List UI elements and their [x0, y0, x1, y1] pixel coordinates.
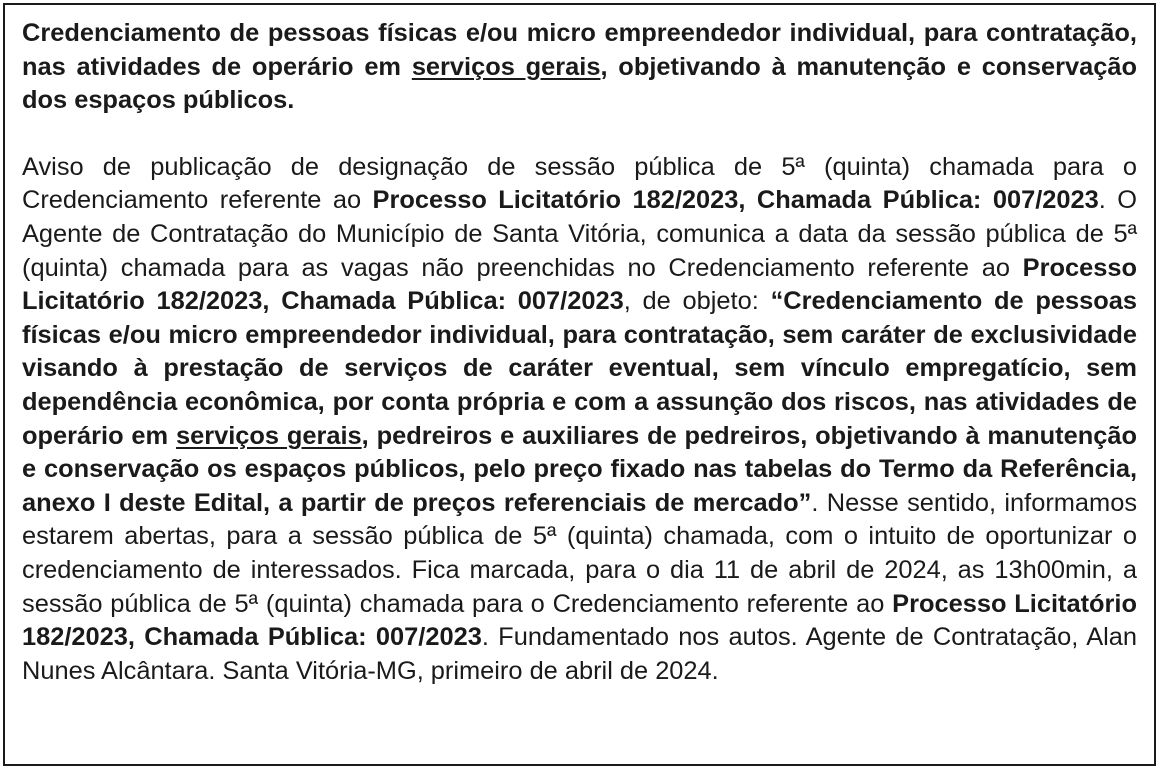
title-text-part2: , objetivando à manutenção e conservação dos espaços públicos.	[22, 52, 1137, 115]
object-underlined-term: serviços gerais	[175, 421, 362, 450]
title-underlined-term: serviços gerais	[411, 52, 601, 81]
body-sentence-4: . Nesse sentido, informamos estarem abertas, para a sessão pública de 5ª (quinta) chamada, com o intuito de oportunizar o credenciamento de interessados. Fica marcada, para o dia 11 de abril de 2024, as 13h00min, a sessão pública de 5ª (quinta) chamada para o Credenciamento referente ao	[22, 488, 1138, 618]
body-sentence-5: . Fundamentado nos autos. Agente de Contratação, Alan Nunes Alcântara. Santa Vitória-MG, primeiro de abril de 2024.	[22, 623, 1138, 685]
object-text-part2: , pedreiros e auxiliares de pedreiros, objetivando à manutenção e conservação os espaços públicos, pelo preço fixado nas tabelas do Termo da Referência, anexo I deste Edital, a partir de preços referenciais de mercado”	[22, 421, 1137, 517]
object-text-part1: “Credenciamento de pessoas físicas e/ou micro empreendedor individual, para contratação, sem caráter de exclusividade visando à prestação de serviços de caráter eventual, sem vínculo empregatício, sem dependência econômica, por conta própria e com a assunção dos riscos, nas atividades de operário em	[22, 287, 1137, 450]
body-sentence-2: . O Agente de Contratação do Município de Santa Vitória, comunica a data da sessão pública de 5ª (quinta) chamada para as vagas não preenchidas no Credenciamento referente ao	[22, 186, 1138, 282]
process-reference-3: Processo Licitatório 182/2023, Chamada Pública: 007/2023	[22, 589, 1137, 652]
notice-title	[22, 17, 1137, 118]
notice-box	[3, 3, 1156, 766]
process-reference-1: Processo Licitatório 182/2023, Chamada Pública: 007/2023	[372, 186, 1099, 215]
title-text-part1: Credenciamento de pessoas físicas e/ou micro empreendedor individual, para contratação, nas atividades de operário em	[22, 19, 1137, 81]
body-sentence-3: , de objeto:	[623, 287, 771, 316]
process-reference-2: Processo Licitatório 182/2023, Chamada Pública: 007/2023	[22, 253, 1137, 316]
notice-body	[22, 151, 1137, 689]
object-description	[22, 287, 1137, 517]
body-sentence-1: Aviso de publicação de designação de sessão pública de 5ª (quinta) chamada para o Credenciamento referente ao	[22, 152, 1137, 215]
